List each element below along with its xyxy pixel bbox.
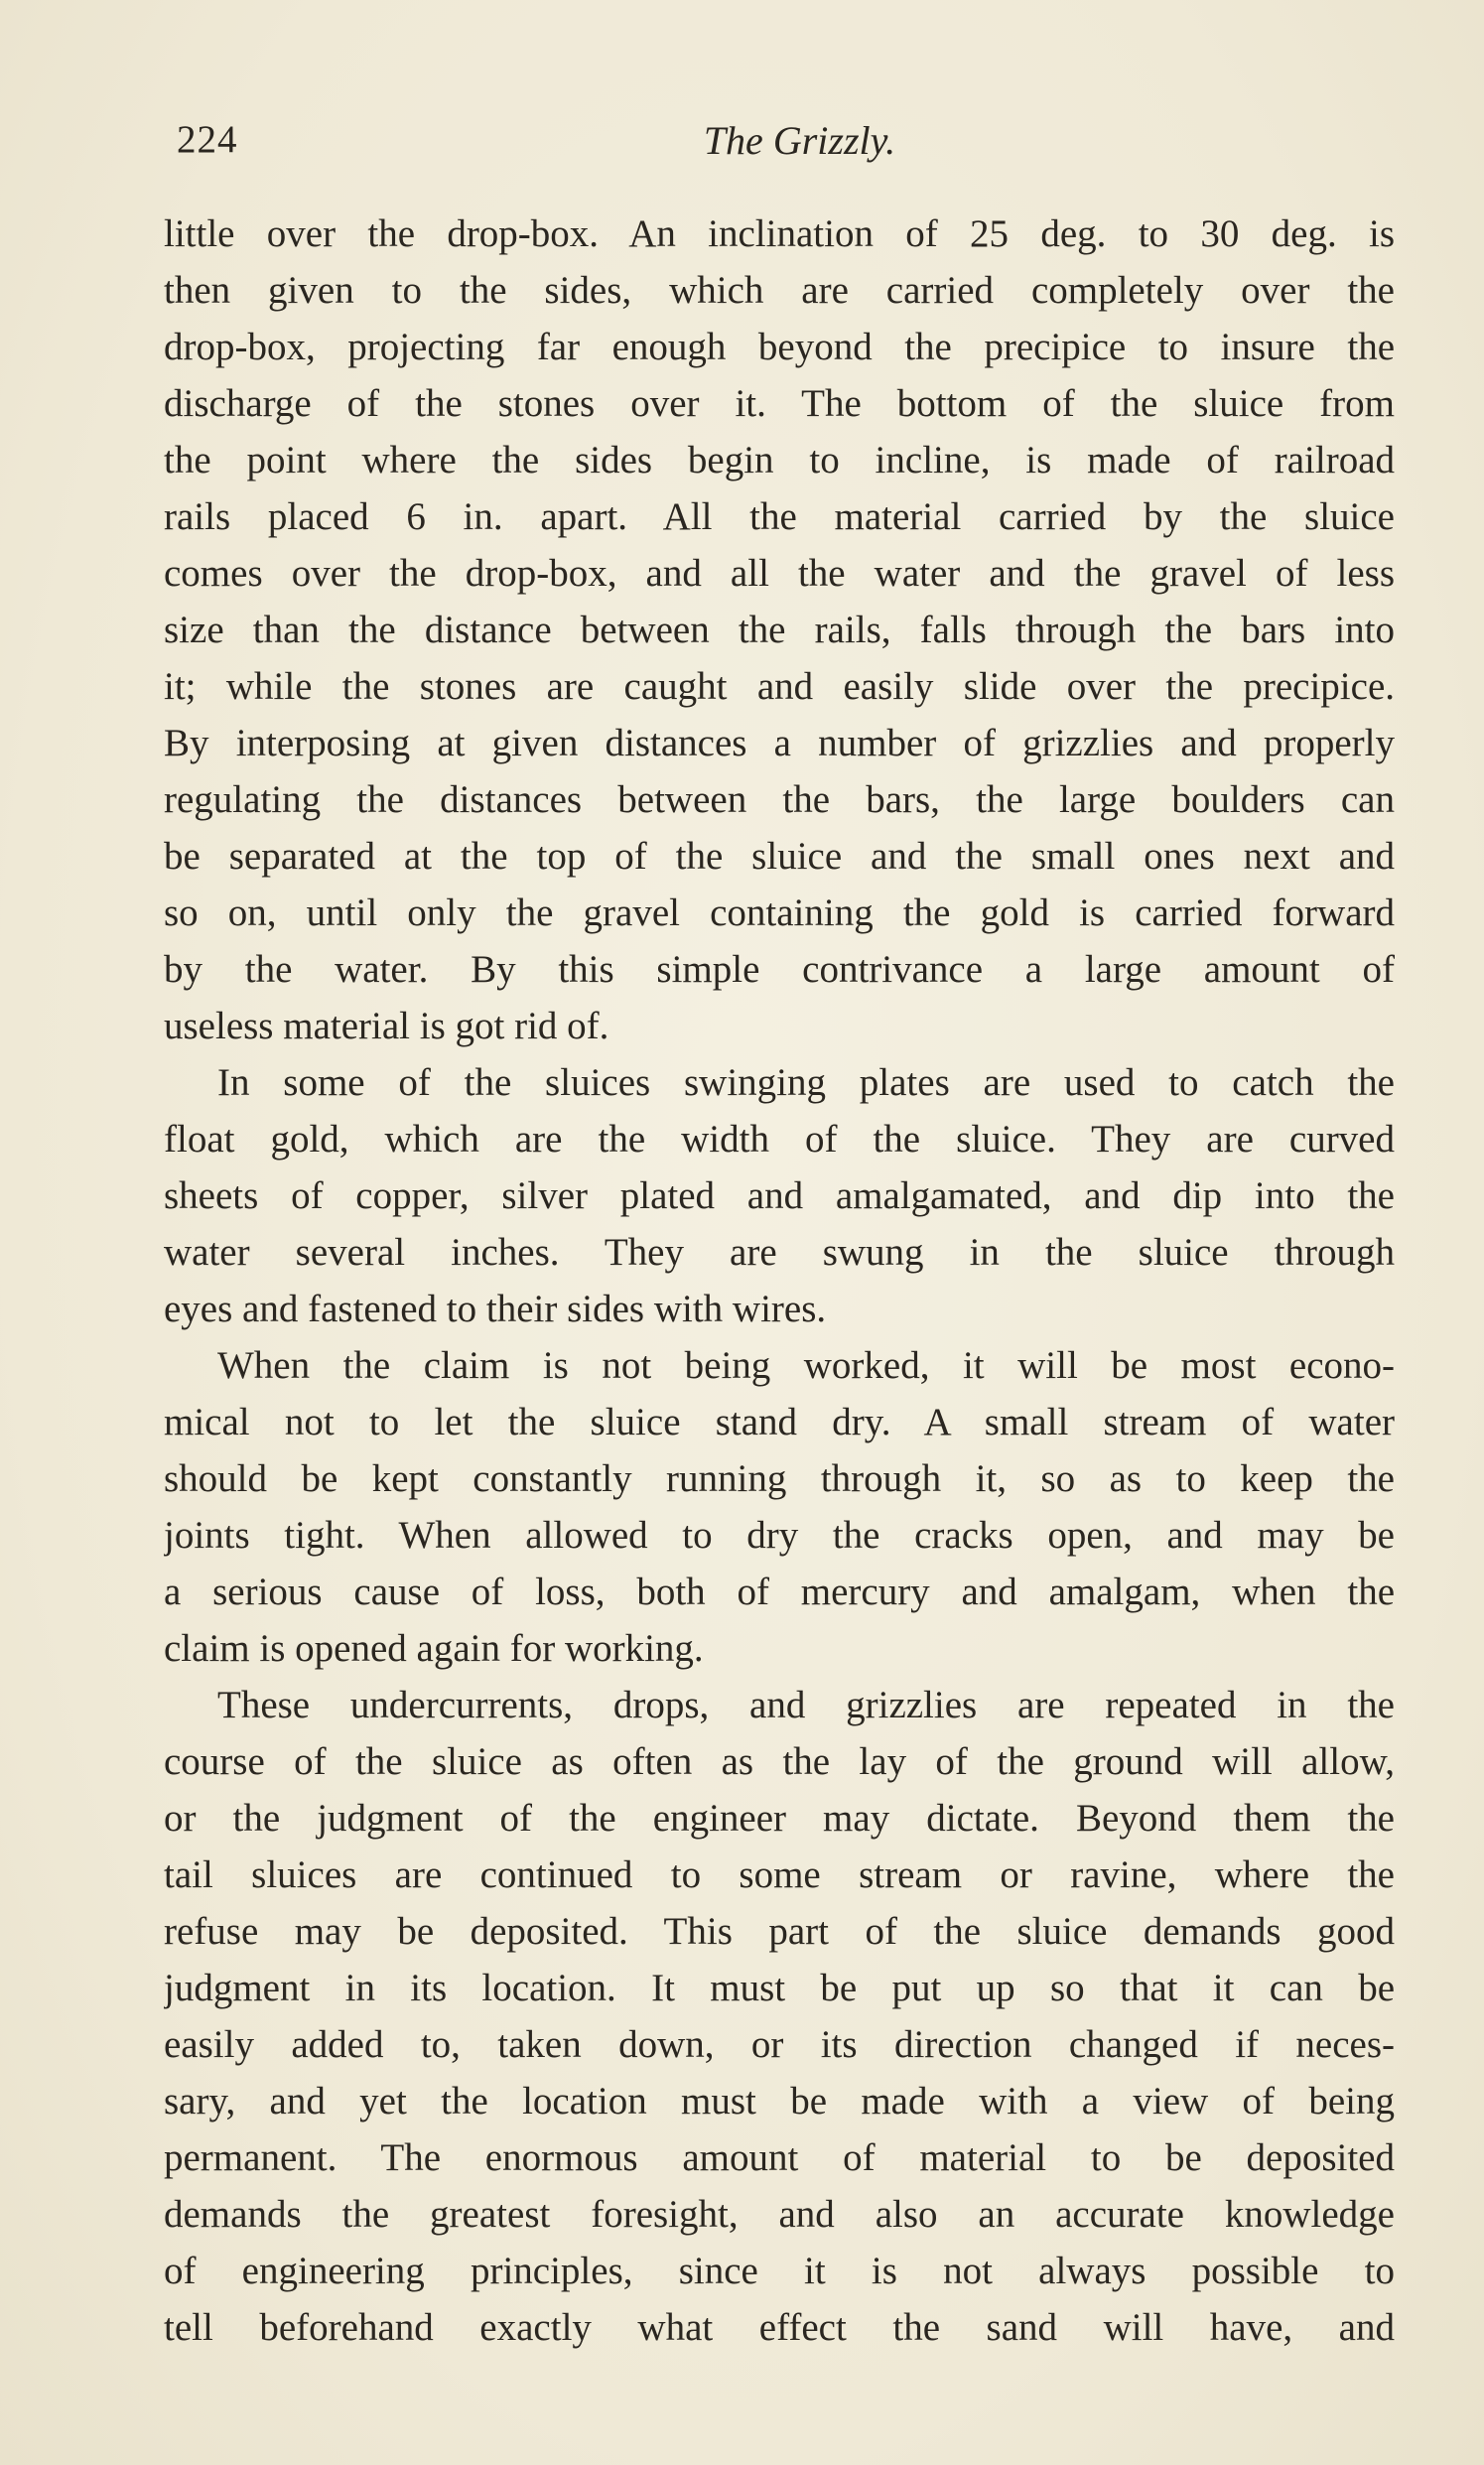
text-line: mical not to let the sluice stand dry. A small stream of water — [164, 1401, 1395, 1443]
text-line: so on, until only the gravel containing the gold is carried forward — [164, 891, 1395, 934]
text-line: In some of the sluices swinging plates are used to catch the — [217, 1061, 1395, 1104]
text-line: sary, and yet the location must be made with a view of being — [164, 2080, 1395, 2123]
body-text — [164, 205, 1395, 2356]
text-line: regulating the distances between the bars, the large boulders can — [164, 778, 1395, 821]
text-line: refuse may be deposited. This part of the sluice demands good — [164, 1910, 1395, 1953]
text-line: float gold, which are the width of the sluice. They are curved — [164, 1118, 1395, 1161]
text-line: by the water. By this simple contrivance a large amount of — [164, 948, 1395, 991]
text-line: judgment in its location. It must be put up so that it can be — [164, 1967, 1395, 2009]
text-line: These undercurrents, drops, and grizzlies are repeated in the — [217, 1684, 1395, 1726]
text-line: demands the greatest foresight, and also an accurate knowledge — [164, 2193, 1395, 2236]
text-line: should be kept constantly running through it, so as to keep the — [164, 1457, 1395, 1500]
text-line: When the claim is not being worked, it will be most econo- — [217, 1344, 1395, 1387]
page-header — [177, 117, 1383, 177]
text-line: of engineering principles, since it is not always possible to — [164, 2250, 1395, 2292]
text-line: little over the drop-box. An inclination of 25 deg. to 30 deg. is — [164, 212, 1395, 255]
text-line: rails placed 6 in. apart. All the material carried by the sluice — [164, 495, 1395, 538]
text-line: then given to the sides, which are carried completely over the — [164, 269, 1395, 312]
text-line: tail sluices are continued to some stream or ravine, where the — [164, 1853, 1395, 1896]
page-number: 224 — [177, 118, 238, 161]
text-line: permanent. The enormous amount of material to be deposited — [164, 2136, 1395, 2179]
text-line: or the judgment of the engineer may dictate. Beyond them the — [164, 1797, 1395, 1840]
text-line: discharge of the stones over it. The bottom of the sluice from — [164, 382, 1395, 425]
text-line: eyes and fastened to their sides with wires. — [164, 1288, 827, 1330]
text-line: joints tight. When allowed to dry the cracks open, and may be — [164, 1514, 1395, 1557]
text-line: comes over the drop-box, and all the water and the gravel of less — [164, 552, 1395, 595]
text-line: tell beforehand exactly what effect the sand will have, and — [164, 2306, 1395, 2349]
text-line: drop-box, projecting far enough beyond the precipice to insure the — [164, 326, 1395, 368]
text-line: be separated at the top of the sluice and the small ones next and — [164, 835, 1395, 878]
text-line: course of the sluice as often as the lay of the ground will allow, — [164, 1740, 1395, 1783]
text-line: it; while the stones are caught and easily slide over the precipice. — [164, 665, 1395, 708]
text-line: By interposing at given distances a number of grizzlies and properly — [164, 722, 1395, 764]
text-line: the point where the sides begin to incline, is made of railroad — [164, 439, 1395, 481]
text-line: size than the distance between the rails, falls through the bars into — [164, 609, 1395, 651]
text-line: useless material is got rid of. — [164, 1005, 609, 1047]
text-line: water several inches. They are swung in the sluice through — [164, 1231, 1395, 1274]
running-head: The Grizzly. — [703, 118, 896, 163]
text-line: claim is opened again for working. — [164, 1627, 704, 1670]
text-line: sheets of copper, silver plated and amalgamated, and dip into the — [164, 1174, 1395, 1217]
text-line: a serious cause of loss, both of mercury and amalgam, when the — [164, 1571, 1395, 1613]
text-line: easily added to, taken down, or its direction changed if neces- — [164, 2023, 1395, 2066]
